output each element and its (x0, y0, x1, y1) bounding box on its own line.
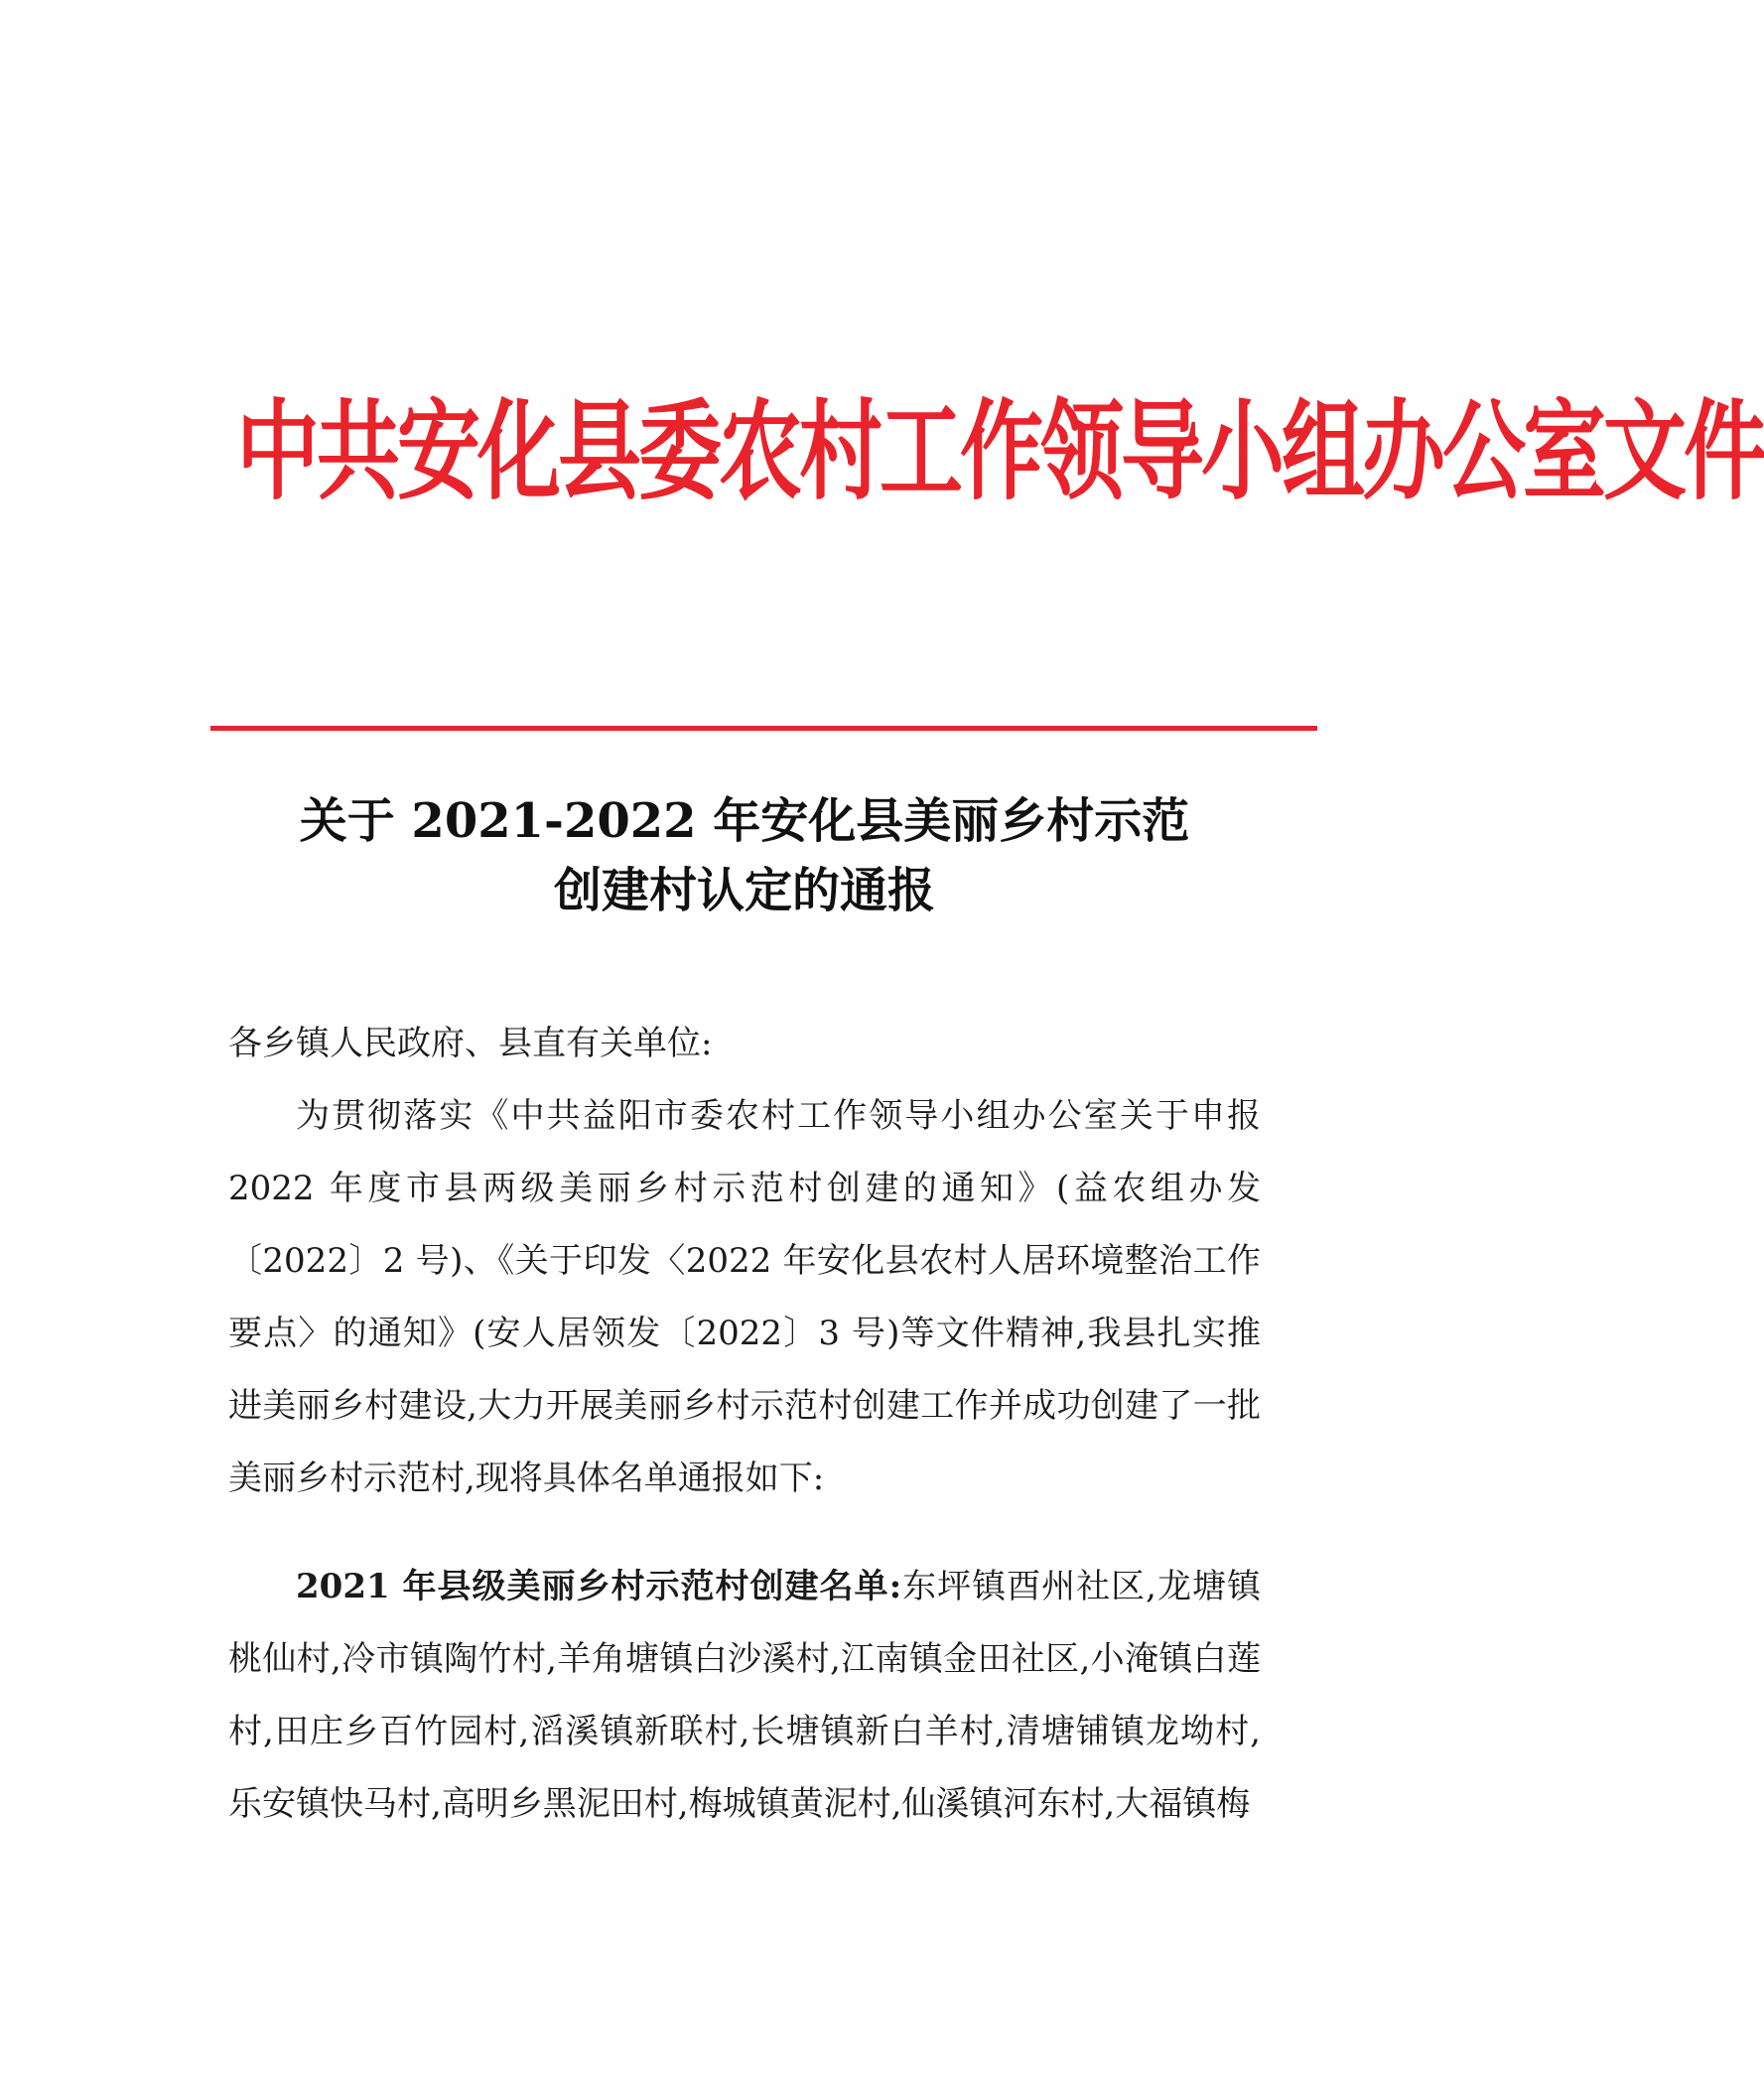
document-title-line-2: 创建村认定的通报 (553, 863, 935, 918)
red-divider-line (210, 726, 1317, 731)
document-title-line-1: 关于 2021-2022 年安化县美丽乡村示范 (299, 793, 1190, 849)
salutation: 各乡镇人民政府、县直有关单位: (228, 1024, 713, 1063)
body-paragraph-2 (228, 1551, 1261, 1841)
list-heading: 2021 年县级美丽乡村示范村创建名单: (296, 1567, 902, 1606)
village-list: 东坪镇酉州社区,龙塘镇桃仙村,冷市镇陶竹村,羊角塘镇白沙溪村,江南镇金田社区,小淹镇白莲村,田庄乡百竹园村,滔溪镇新联村,长塘镇新白羊村,清塘铺镇龙坳村,乐安镇快马村,高明乡黑泥田村,梅城镇黄泥村,仙溪镇河东村,大福镇梅 (228, 1567, 1262, 1824)
body-paragraph-1: 为贯彻落实《中共益阳市委农村工作领导小组办公室关于申报 2022 年度市县两级美丽乡村示范村创建的通知》(益农组办发〔2022〕2 号)、《关于印发〈2022 年安化县农村人居环境整治工作要点〉的通知》(安人居领发〔2022〕3 号)等文件精神,我县扎实推进美丽乡村建设,大力开展美丽乡村示范村创建工作并成功创建了一批美丽乡村示范村,现将具体名单通报如下: (228, 1096, 1261, 1498)
issuing-authority-header: 中共安化县委农村工作领导小组办公室文件 (236, 387, 1764, 515)
